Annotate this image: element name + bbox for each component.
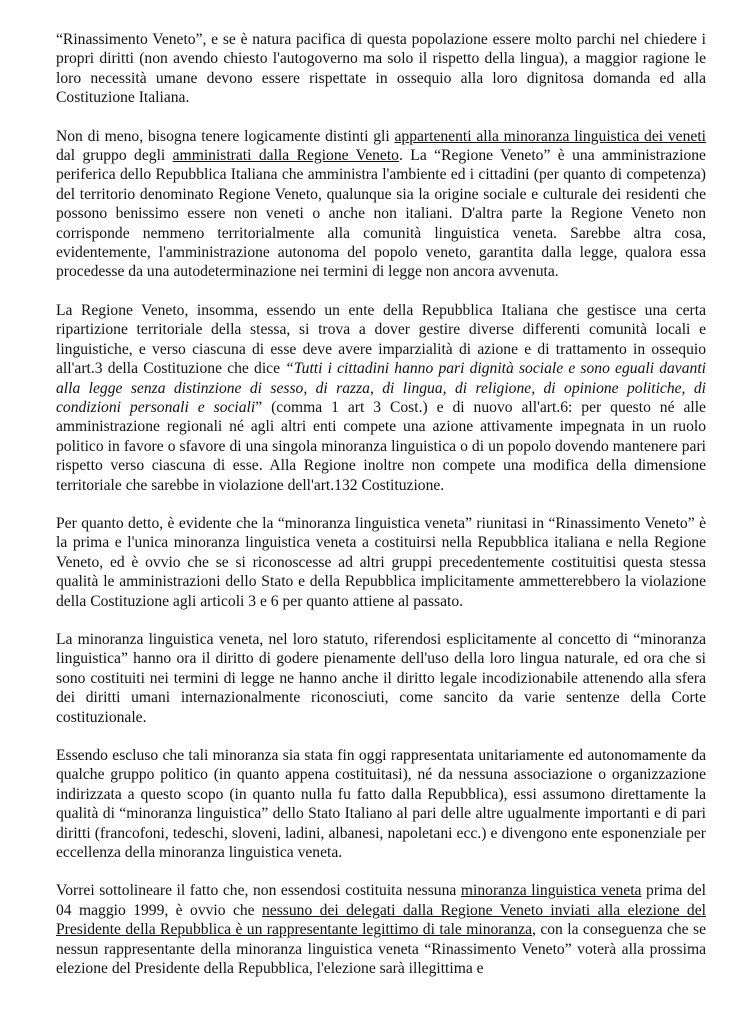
underlined-text: amministrati dalla Regione Veneto [172,147,399,165]
text-segment: Non di meno, bisogna tenere logicamente distinti gli [56,127,395,145]
paragraph [56,881,706,978]
text-segment: La Regione Veneto, insomma, essendo un ente della Repubblica Italiana che gestisce una certa ripartizione territoriale della stessa, si trova a dover gestire diverse differenti comunità locali e linguistiche, e verso ciascuna di esse deve avere imparzialità di azione e di trattamento in ossequio all'art.3 della Costituzione che dice [56,301,706,378]
paragraph [56,127,706,282]
text-segment: Per quanto detto, è evidente che la “minoranza linguistica veneta” riunitasi in “Rinassimento Veneto” è la prima e l'unica minoranza linguistica veneta a costituirsi nella Repubblica italiana e nella Regione Veneto, ed è ovvio che se si riconoscesse ad altri gruppi precedentemente costituitisi questa stessa qualità le amministrazioni dello Stato e della Repubblica implicitamente ammetterebbero la violazione della Costituzione agli articoli 3 e 6 per quanto attiene al passato. [56,514,706,610]
underlined-text: minoranza linguistica veneta [460,882,642,900]
text-segment: prima del 04 maggio 1999, è ovvio che [56,882,706,919]
text-segment: Essendo escluso che tali minoranza sia stata fin oggi rappresentata unitariamente ed autonomamente da qualche gruppo politico (in quanto appena costituitasi), né da nessuna associazione o organizzazione indirizzata a questo scopo (in quanto nulla fu fatto dalla Repubblica), essi assumono direttamente la qualità di “minoranza linguistica” dello Stato Italiano al pari delle altre ugualmente importanti e di pari diritti (francofoni, tedeschi, sloveni, ladini, albanesi, napoletani ecc.) e divengono ente esponenziale per eccellenza della minoranza linguistica veneta. [56,747,706,862]
document-page [56,30,706,997]
paragraph [56,301,706,495]
paragraph [56,30,706,108]
paragraph [56,746,706,862]
text-segment: Vorrei sottolineare il fatto che, non essendosi costituita nessuna [56,882,461,900]
italic-quote: “Tutti i cittadini hanno pari dignità sociale e sono eguali davanti alla legge senza distinzione di sesso, di razza, di lingua, di religione, di opinione politiche, di condizioni personali e sociali [56,360,706,416]
paragraph [56,514,706,611]
text-segment: . La “Regione Veneto” è una amministrazione periferica dello Repubblica Italiana che amministra l'ambiente ed i cittadini (per quanto di competenza) del territorio denominato Regione Veneto, qualunque sia la origine sociale e culturale dei residenti che possono benissimo essere non veneti o anche non italiani. D'altra parte la Regione Veneto non corrisponde nemmeno territorialmente alla comunità linguistica veneta. Sarebbe altra cosa, evidentemente, l'amministrazione autonoma del popolo veneto, garantita dalla legge, qualora essa procedesse da una autodeterminazione nei termini di legge non ancora avvenuta. [56,147,706,281]
underlined-text: appartenenti alla minoranza linguistica dei veneti [394,127,706,145]
text-segment: , con la conseguenza che se nessun rappresentante della minoranza linguistica veneta “Rinassimento Veneto” voterà alla prossima elezione del Presidente della Repubblica, l'elezione sarà illegittima e [56,921,706,978]
text-segment: ” (comma 1 art 3 Cost.) e di nuovo all'art.6: per questo né alle amministrazione regionali né agli altri enti compete una azione attivamente impegnata in un ruolo politico in favore o sfavore di una singola minoranza linguistica o di un popolo dovendo mantenere pari rispetto verso ciascuna di esse. Alla Regione inoltre non compete una modifica della dimensione territoriale che sarebbe in violazione dell'art.132 Costituzione. [56,398,706,494]
text-segment: La minoranza linguistica veneta, nel loro statuto, riferendosi esplicitamente al concetto di “minoranza linguistica” hanno ora il diritto di godere pienamente dell'uso della loro lingua naturale, ed ora che si sono costituiti nei termini di legge ne hanno anche il diritto legale incodizionabile attenendo alla sfera dei diritti umani internazionalmente riconosciuti, come sancito da varie sentenze della Corte costituzionale. [56,630,706,726]
underlined-text: nessuno dei delegati dalla Regione Veneto inviati alla elezione del Presidente della Repubblica è un rappresentante legittimo di tale minoranza [56,901,706,939]
text-segment: “Rinassimento Veneto”, e se è natura pacifica di questa popolazione essere molto parchi nel chiedere i propri diritti (non avendo chiesto l'autogoverno ma solo il rispetto della lingua), a maggior ragione le loro necessità umane devono essere rispettate in ossequio alla loro dignitosa domanda ed alla Costituzione Italiana. [56,31,706,107]
paragraph [56,630,706,727]
text-segment: dal gruppo degli [56,147,173,165]
